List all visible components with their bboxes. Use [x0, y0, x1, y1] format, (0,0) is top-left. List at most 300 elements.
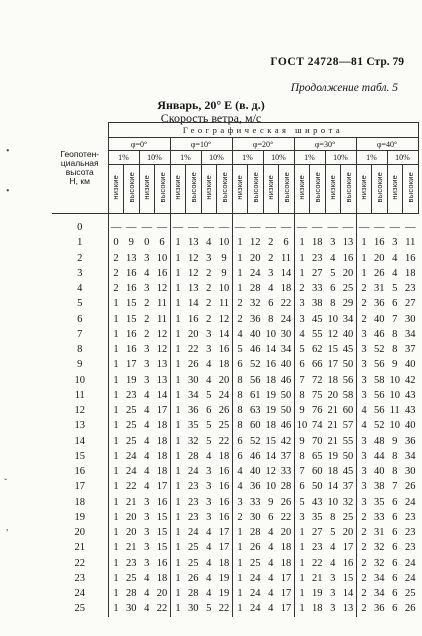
level-label: низкие — [173, 175, 183, 200]
value-cell: 12 — [155, 281, 171, 296]
value-cell: 18 — [155, 434, 171, 449]
value-cell: 9 — [392, 359, 398, 371]
value-cell: 37 — [341, 479, 357, 494]
value-cell: 6 — [237, 359, 243, 371]
value-cell: 5 — [237, 344, 243, 356]
value-cell: 17 — [279, 571, 295, 586]
value-cell: 3 — [361, 389, 367, 401]
percent-header: 1% — [356, 151, 387, 165]
value-cell: 4 — [299, 328, 305, 340]
value-cell: 4 — [144, 420, 150, 432]
value-cell: 16 — [217, 479, 233, 494]
value-cell: 6 — [299, 359, 305, 371]
value-cell: 34 — [341, 312, 357, 327]
value-cell: 16 — [217, 510, 233, 525]
value-cell: 1 — [175, 374, 181, 386]
level-header — [310, 165, 326, 214]
wind-speed-table — [52, 122, 419, 617]
level-header — [108, 165, 124, 214]
value-cell: 3 — [361, 435, 367, 447]
value-cell: 25 — [188, 542, 199, 554]
value-cell: 1 — [113, 435, 119, 447]
value-cell: 23 — [312, 252, 323, 264]
table-row — [52, 525, 418, 540]
value-cell: 1 — [175, 267, 181, 279]
value-cell: 32 — [188, 435, 199, 447]
value-cell: 15 — [126, 298, 137, 310]
value-cell: 24 — [217, 388, 233, 403]
percent-header: 10% — [325, 151, 356, 165]
height-cell: 20 — [52, 525, 108, 540]
value-cell: 35 — [188, 420, 199, 432]
value-cell: 48 — [374, 435, 385, 447]
value-cell: 15 — [265, 435, 276, 447]
table-row — [52, 220, 418, 235]
value-cell: 58 — [374, 374, 385, 386]
value-cell: 6 — [299, 481, 305, 493]
value-cell: 4 — [392, 267, 398, 279]
value-cell: 4 — [206, 359, 212, 371]
value-cell: 4 — [206, 374, 212, 386]
value-cell: 5 — [206, 389, 212, 401]
value-cell: 52 — [374, 344, 385, 356]
value-cell: 3 — [206, 481, 212, 493]
table-row — [52, 449, 418, 464]
level-header — [139, 165, 155, 214]
value-cell: 50 — [312, 481, 323, 493]
value-cell: 25 — [341, 281, 357, 296]
value-cell: 1 — [113, 298, 119, 310]
value-cell: — — [203, 222, 214, 234]
value-cell: 0 — [144, 237, 150, 249]
level-label: высокие — [126, 172, 136, 203]
standard-number: ГОСТ 24728—81 — [270, 56, 364, 68]
value-cell: 3 — [299, 511, 305, 523]
value-cell: 20 — [327, 389, 338, 401]
value-cell: 10 — [217, 281, 233, 296]
value-cell: 1 — [113, 466, 119, 478]
value-cell: 2 — [206, 298, 212, 310]
height-cell: 14 — [52, 434, 108, 449]
value-cell: 8 — [392, 466, 398, 478]
value-cell: 23 — [126, 389, 137, 401]
value-cell: 12 — [250, 237, 261, 249]
value-cell: 1 — [113, 359, 119, 371]
value-cell: 20 — [341, 525, 357, 540]
value-cell: 3 — [206, 496, 212, 508]
level-label: высокие — [188, 172, 198, 203]
value-cell: 33 — [312, 283, 323, 295]
value-cell: — — [155, 220, 171, 235]
level-header — [279, 165, 295, 214]
level-label: низкие — [204, 175, 214, 200]
value-cell: 24 — [126, 450, 137, 462]
table-row — [52, 479, 418, 494]
value-cell: 60 — [312, 466, 323, 478]
table-row — [52, 342, 418, 357]
value-cell: 37 — [279, 449, 295, 464]
value-cell: 26 — [217, 403, 233, 418]
value-cell: 13 — [341, 601, 357, 616]
level-header — [248, 165, 264, 214]
value-cell: 4 — [206, 557, 212, 569]
table-row — [52, 296, 418, 311]
value-cell: 19 — [312, 588, 323, 600]
table-row — [52, 373, 418, 388]
percent-header: 1% — [108, 151, 139, 165]
value-cell: 6 — [279, 235, 295, 250]
value-cell: 1 — [113, 603, 119, 615]
height-cell: 7 — [52, 327, 108, 342]
value-cell: 3 — [206, 344, 212, 356]
level-header — [201, 165, 217, 214]
value-cell: 61 — [250, 389, 261, 401]
value-cell: 5 — [206, 435, 212, 447]
value-cell: 4 — [144, 405, 150, 417]
value-cell: 3 — [299, 313, 305, 325]
value-cell: 2 — [237, 298, 243, 310]
value-cell: 14 — [341, 586, 357, 601]
value-cell: 1 — [175, 572, 181, 584]
latitude-header: φ=10° — [170, 138, 232, 151]
value-cell: 2 — [144, 328, 150, 340]
value-cell: 5 — [299, 496, 305, 508]
value-cell: 18 — [155, 571, 171, 586]
value-cell: 40 — [341, 327, 357, 342]
value-cell: 23 — [188, 511, 199, 523]
value-cell: 3 — [144, 527, 150, 539]
value-cell: 23 — [188, 496, 199, 508]
value-cell: 18 — [279, 540, 295, 555]
value-cell: 4 — [206, 527, 212, 539]
value-cell: 3 — [144, 344, 150, 356]
value-cell: 17 — [126, 359, 137, 371]
value-cell: 31 — [374, 283, 385, 295]
value-cell: 1 — [175, 557, 181, 569]
value-cell: 2 — [361, 588, 367, 600]
value-cell: 20 — [155, 586, 171, 601]
level-label: низкие — [390, 175, 400, 200]
value-cell: 1 — [175, 450, 181, 462]
value-cell: 40 — [250, 466, 261, 478]
value-cell: 5 — [206, 603, 212, 615]
level-header — [186, 165, 202, 214]
value-cell: 1 — [237, 557, 243, 569]
value-cell: 13 — [188, 283, 199, 295]
value-cell: 8 — [237, 374, 243, 386]
level-header — [294, 165, 310, 214]
level-header — [372, 165, 388, 214]
value-cell: 18 — [155, 449, 171, 464]
value-cell: 28 — [250, 527, 261, 539]
value-cell: 16 — [188, 313, 199, 325]
value-cell: 36 — [374, 603, 385, 615]
value-cell: 15 — [126, 313, 137, 325]
value-cell: 18 — [155, 418, 171, 433]
value-cell: 40 — [374, 466, 385, 478]
table-row — [52, 251, 418, 266]
value-cell: 5 — [392, 283, 398, 295]
value-cell: 1 — [175, 344, 181, 356]
value-cell: 3 — [268, 267, 274, 279]
height-cell: 18 — [52, 495, 108, 510]
value-cell: 23 — [312, 542, 323, 554]
value-cell: 11 — [217, 296, 233, 311]
value-cell: 6 — [392, 298, 398, 310]
value-cell: 16 — [217, 495, 233, 510]
percent-header: 10% — [387, 151, 418, 165]
value-cell: 21 — [327, 405, 338, 417]
value-cell: 1 — [299, 603, 305, 615]
value-cell: 24 — [250, 588, 261, 600]
value-cell: 55 — [341, 434, 357, 449]
value-cell: 10 — [389, 389, 400, 401]
table-row — [52, 586, 418, 601]
value-cell: 1 — [113, 542, 119, 554]
level-header — [403, 165, 419, 214]
value-cell: 25 — [250, 557, 261, 569]
value-cell: 58 — [341, 388, 357, 403]
value-cell: 3 — [361, 496, 367, 508]
value-cell: 6 — [392, 557, 398, 569]
value-cell: 1 — [175, 420, 181, 432]
value-cell: 1 — [175, 466, 181, 478]
height-cell: 13 — [52, 418, 108, 433]
height-cell: 21 — [52, 540, 108, 555]
margin-mark: ˇ — [4, 478, 8, 489]
value-cell: 10 — [265, 481, 276, 493]
table-row — [52, 464, 418, 479]
value-cell: 4 — [330, 252, 336, 264]
value-cell: 12 — [155, 342, 171, 357]
value-cell: 2 — [206, 313, 212, 325]
value-cell: 4 — [268, 572, 274, 584]
value-cell: 4 — [268, 557, 274, 569]
value-cell: 1 — [361, 252, 367, 264]
value-cell: 1 — [299, 542, 305, 554]
value-cell: 24 — [405, 557, 416, 569]
percent-header: 1% — [294, 151, 325, 165]
value-cell: 3 — [330, 572, 336, 584]
value-cell: 2 — [361, 511, 367, 523]
level-label: высокие — [157, 172, 167, 203]
value-cell: 35 — [374, 496, 385, 508]
value-cell: 2 — [268, 252, 274, 264]
level-label: высокие — [405, 172, 415, 203]
table-body — [52, 214, 418, 617]
value-cell: 40 — [405, 359, 416, 371]
value-cell: 18 — [405, 267, 416, 279]
value-cell: 25 — [405, 588, 416, 600]
percent-header: 1% — [170, 151, 201, 165]
height-cell: 10 — [52, 373, 108, 388]
value-cell: 8 — [330, 511, 336, 523]
value-cell: 1 — [113, 481, 119, 493]
value-cell: 1 — [299, 527, 305, 539]
value-cell: 4 — [144, 466, 150, 478]
value-cell: 75 — [312, 389, 323, 401]
value-cell: — — [279, 220, 295, 235]
value-cell: 14 — [265, 344, 276, 356]
value-cell: 18 — [265, 374, 276, 386]
value-cell: 24 — [250, 572, 261, 584]
value-cell: 60 — [341, 403, 357, 418]
value-cell: 1 — [113, 450, 119, 462]
value-cell: 18 — [312, 603, 323, 615]
value-cell: 62 — [312, 344, 323, 356]
value-cell: 16 — [155, 556, 171, 571]
value-cell: 16 — [341, 251, 357, 266]
value-cell: 3 — [392, 237, 398, 249]
height-cell: 9 — [52, 357, 108, 372]
height-cell: 12 — [52, 403, 108, 418]
value-cell: 18 — [279, 556, 295, 571]
table-row — [52, 495, 418, 510]
value-cell: 40 — [250, 328, 261, 340]
value-cell: 2 — [361, 603, 367, 615]
value-cell: 15 — [155, 540, 171, 555]
level-label: низкие — [297, 175, 307, 200]
value-cell: 3 — [144, 542, 150, 554]
value-cell: 2 — [361, 542, 367, 554]
value-cell: 10 — [327, 496, 338, 508]
value-cell: 17 — [155, 403, 171, 418]
value-cell: 22 — [312, 557, 323, 569]
value-cell: 25 — [126, 420, 137, 432]
value-cell: 26 — [405, 481, 416, 493]
value-cell: 36 — [374, 298, 385, 310]
value-cell: 6 — [392, 603, 398, 615]
height-cell: 8 — [52, 342, 108, 357]
value-cell: 1 — [237, 572, 243, 584]
value-cell: 1 — [175, 405, 181, 417]
value-cell: 24 — [250, 267, 261, 279]
value-cell: 1 — [113, 557, 119, 569]
value-cell: 12 — [217, 312, 233, 327]
value-cell: 24 — [405, 572, 416, 584]
value-cell: 4 — [144, 572, 150, 584]
value-cell: — — [110, 222, 122, 234]
value-cell: 4 — [237, 328, 243, 340]
value-cell: 1 — [299, 557, 305, 569]
value-cell: 1 — [113, 313, 119, 325]
value-cell: 23 — [405, 511, 416, 523]
value-cell: 30 — [405, 313, 416, 325]
value-cell: 12 — [265, 466, 276, 478]
value-cell: 11 — [155, 296, 171, 311]
value-cell: 2 — [113, 283, 119, 295]
value-cell: 1 — [237, 588, 243, 600]
value-cell: 16 — [126, 267, 137, 279]
value-cell: 32 — [341, 495, 357, 510]
value-cell: 57 — [341, 418, 357, 433]
value-cell: 6 — [392, 542, 398, 554]
value-cell: 25 — [126, 405, 137, 417]
value-cell: 1 — [175, 527, 181, 539]
level-label: высокие — [219, 172, 229, 203]
value-cell: 43 — [312, 496, 323, 508]
height-header-line: высота — [65, 166, 94, 177]
value-cell: 10 — [155, 251, 171, 266]
value-cell: 3 — [144, 359, 150, 371]
value-cell: 3 — [299, 298, 305, 310]
table-row — [52, 434, 418, 449]
value-cell: 43 — [405, 405, 416, 417]
value-cell: 2 — [144, 298, 150, 310]
level-label: высокие — [343, 172, 353, 203]
value-cell: 3 — [144, 557, 150, 569]
value-cell: 6 — [392, 511, 398, 523]
value-cell: 26 — [250, 542, 261, 554]
value-cell: 14 — [155, 388, 171, 403]
value-cell: 1 — [299, 252, 305, 264]
value-cell: 8 — [268, 313, 274, 325]
value-cell: 11 — [389, 405, 400, 417]
value-cell: 4 — [330, 542, 336, 554]
value-cell: 1 — [113, 389, 119, 401]
value-cell: 27 — [312, 527, 323, 539]
value-cell: 30 — [188, 374, 199, 386]
page-number: Стр. 79 — [366, 56, 404, 68]
level-label: высокие — [250, 172, 260, 203]
value-cell: 18 — [327, 374, 338, 386]
table-row — [52, 556, 418, 571]
level-header — [325, 165, 341, 214]
value-cell: 2 — [361, 313, 367, 325]
value-cell: 35 — [312, 511, 323, 523]
value-cell: 3 — [144, 511, 150, 523]
table-continuation-note: Продолжение табл. 5 — [290, 82, 398, 94]
value-cell: 1 — [237, 237, 243, 249]
level-label: высокие — [374, 172, 384, 203]
value-cell: — — [141, 222, 152, 234]
value-cell: 74 — [312, 420, 323, 432]
value-cell: 6 — [206, 405, 212, 417]
value-cell: 12 — [155, 327, 171, 342]
value-cell: 3 — [237, 496, 243, 508]
value-cell: 45 — [341, 342, 357, 357]
height-cell: 25 — [52, 601, 108, 616]
level-label: низкие — [328, 175, 338, 200]
value-cell: 3 — [361, 374, 367, 386]
value-cell: 16 — [217, 342, 233, 357]
value-cell: 14 — [217, 327, 233, 342]
value-cell: 22 — [279, 296, 295, 311]
table-row — [52, 601, 418, 616]
value-cell: 33 — [250, 496, 261, 508]
value-cell: 1 — [299, 267, 305, 279]
page-header — [270, 56, 404, 68]
value-cell: 4 — [330, 557, 336, 569]
value-cell: 5 — [330, 267, 336, 279]
value-cell: 2 — [237, 313, 243, 325]
value-cell: 15 — [341, 571, 357, 586]
value-cell: 1 — [299, 588, 305, 600]
level-header — [387, 165, 403, 214]
value-cell: 4 — [144, 588, 150, 600]
value-cell: 29 — [341, 296, 357, 311]
value-cell: 10 — [296, 420, 308, 432]
value-cell: 31 — [374, 527, 385, 539]
value-cell: 18 — [217, 449, 233, 464]
value-cell: 22 — [217, 434, 233, 449]
value-cell: 14 — [265, 450, 276, 462]
value-cell: 1 — [299, 237, 305, 249]
value-cell: 42 — [405, 374, 416, 386]
value-cell: 6 — [392, 527, 398, 539]
value-cell: 9 — [217, 266, 233, 281]
value-cell: 2 — [299, 283, 305, 295]
